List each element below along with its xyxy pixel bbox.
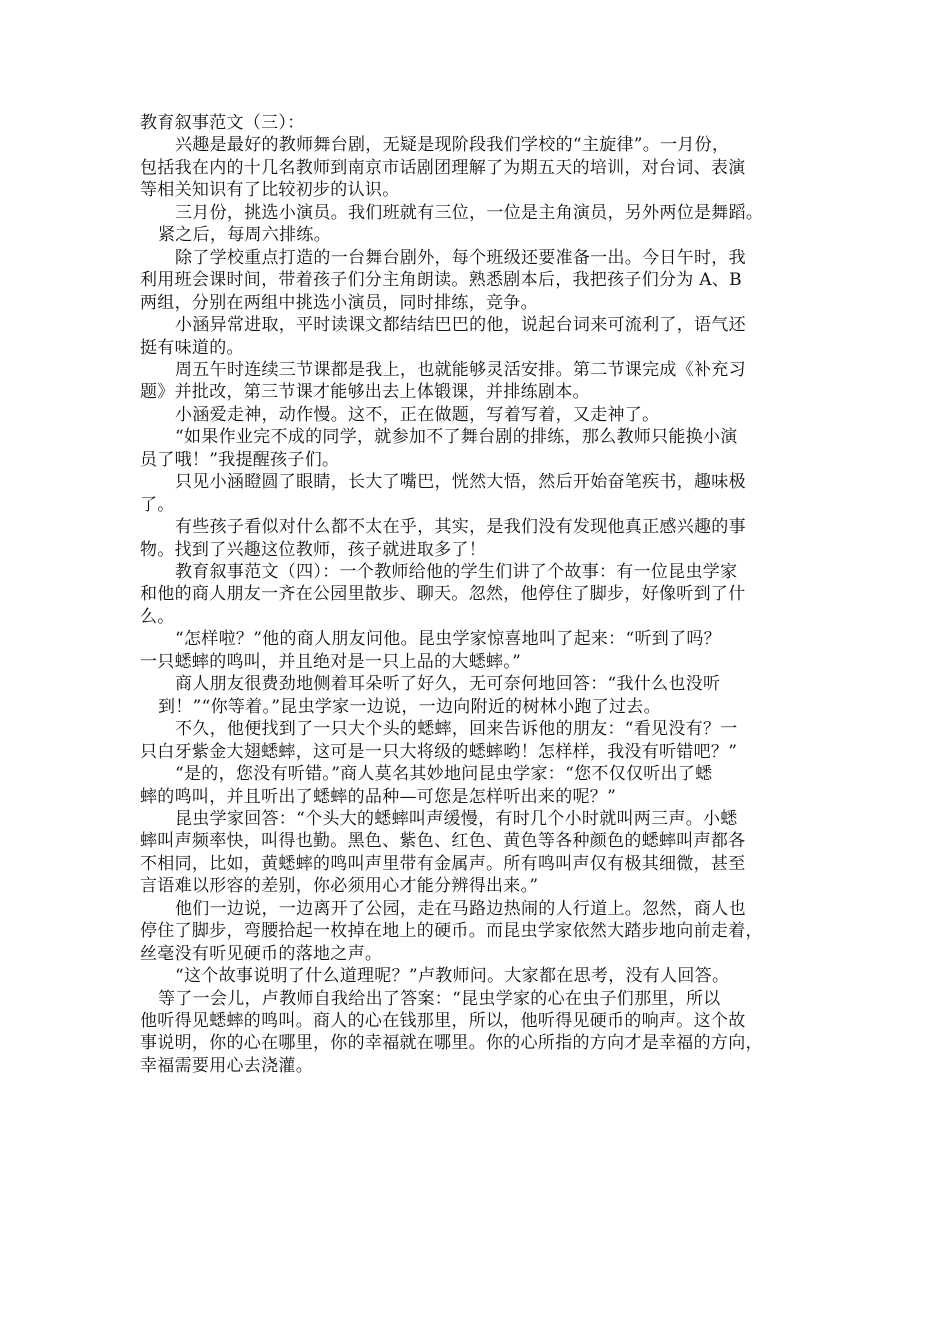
paragraph-line: 三月份，挑选小演员。我们班就有三位，一位是主角演员，另外两位是舞蹈。 <box>175 203 764 223</box>
paragraph-line: 物。找到了兴趣这位教师，孩子就进取多了！ <box>140 540 486 560</box>
paragraph-line: 员了哦！”我提醒孩子们。 <box>140 450 340 470</box>
paragraph-line: 等了一会儿，卢教师自我给出了答案：“昆虫学家的心在虫子们那里，所以 <box>158 989 721 1009</box>
paragraph-line: 兴趣是最好的教师舞台剧，无疑是现阶段我们学校的“主旋律”。一月份， <box>175 135 730 155</box>
paragraph-line: 到！”“你等着。”昆虫学家一边说，一边向附近的树林小跑了过去。 <box>158 697 661 717</box>
paragraph-line: 挺有味道的。 <box>140 338 244 358</box>
paragraph-line: 包括我在内的十几名教师到南京市话剧团理解了为期五天的培训，对台词、表演 <box>140 158 746 178</box>
paragraph-line: 蟀叫声频率快，叫得也勤。黑色、紫色、红色、黄色等各种颜色的蟋蟀叫声都各 <box>140 831 746 851</box>
paragraph-line: 丝毫没有听见硬币的落地之声。 <box>140 944 383 964</box>
paragraph-line: “这个故事说明了什么道理呢？”卢教师问。大家都在思考，没有人回答。 <box>175 966 730 986</box>
paragraph-line: “怎样啦？”他的商人朋友问他。昆虫学家惊喜地叫了起来：“听到了吗？ <box>175 629 721 649</box>
paragraph-line: 两组，分别在两组中挑选小演员，同时排练，竞争。 <box>140 293 538 313</box>
paragraph-line: 有些孩子看似对什么都不太在乎，其实，是我们没有发现他真正感兴趣的事 <box>175 517 746 537</box>
paragraph-line: 一只蟋蟀的鸣叫，并且绝对是一只上品的大蟋蟀。” <box>140 652 522 672</box>
paragraph-line: 周五午时连续三节课都是我上，也就能够灵活安排。第二节课完成《补充习 <box>175 360 746 380</box>
paragraph-line: 了。 <box>140 495 175 515</box>
paragraph-line: “如果作业完不成的同学，就参加不了舞台剧的排练，那么教师只能换小演 <box>175 427 738 447</box>
section-heading-line: 教育叙事范文（三）： <box>140 113 305 133</box>
paragraph-line: 除了学校重点打造的一台舞台剧外，每个班级还要准备一出。今日午时，我 <box>175 248 746 268</box>
paragraph-line: 幸福需要用心去浇灌。 <box>140 1056 313 1076</box>
paragraph-line: 只白牙紫金大翅蟋蟀，这可是一只大将级的蟋蟀哟！怎样样，我没有听错吧？” <box>140 742 738 762</box>
paragraph-line: 昆虫学家回答：“个头大的蟋蟀叫声缓慢，有时几个小时就叫两三声。小蟋 <box>175 809 738 829</box>
paragraph-line: “是的，您没有听错。”商人莫名其妙地问昆虫学家：“您不仅仅听出了蟋 <box>175 764 713 784</box>
paragraph-line: 言语难以形容的差别，你必须用心才能分辨得出来。” <box>140 876 539 896</box>
paragraph-line: 不久，他便找到了一只大个头的蟋蟀，回来告诉他的朋友：“看见没有？一 <box>175 719 738 739</box>
paragraph-line: 只见小涵瞪圆了眼睛，长大了嘴巴，恍然大悟，然后开始奋笔疾书，趣味极 <box>175 472 746 492</box>
paragraph-line: 等相关知识有了比较初步的认识。 <box>140 180 400 200</box>
paragraph-line: 紧之后，每周六排练。 <box>158 225 331 245</box>
paragraph-line: 停住了脚步，弯腰拾起一枚掉在地上的硬币。而昆虫学家依然大踏步地向前走着， <box>140 921 763 941</box>
paragraph-line: 题》并批改，第三节课才能够出去上体锻课，并排练剧本。 <box>140 382 590 402</box>
paragraph-line: 不相同，比如，黄蟋蟀的鸣叫声里带有金属声。所有鸣叫声仅有极其细微，甚至 <box>140 854 746 874</box>
paragraph-line: 小涵爱走神，动作慢。这不，正在做题，写着写着，又走神了。 <box>175 405 660 425</box>
paragraph-line: 他们一边说，一边离开了公园，走在马路边热闹的人行道上。忽然，商人也 <box>175 899 746 919</box>
paragraph-line: 商人朋友很费劲地侧着耳朵听了好久，无可奈何地回答：“我什么也没听 <box>175 674 721 694</box>
section-heading-line: 教育叙事范文（四）：一个教师给他的学生们讲了个故事：有一位昆虫学家 <box>175 562 738 582</box>
paragraph-line: 小涵异常进取，平时读课文都结结巴巴的他，说起台词来可流利了，语气还 <box>175 315 746 335</box>
paragraph-line: 和他的商人朋友一齐在公园里散步、聊天。忽然，他停住了脚步，好像听到了什 <box>140 584 746 604</box>
paragraph-line: 么。 <box>140 607 175 627</box>
paragraph-line: 事说明，你的心在哪里，你的幸福就在哪里。你的心所指的方向才是幸福的方向， <box>140 1033 763 1053</box>
paragraph-line: 利用班会课时间，带着孩子们分主角朗读。熟悉剧本后，我把孩子们分为 A、B <box>140 270 742 290</box>
paragraph-line: 他听得见蟋蟀的鸣叫。商人的心在钱那里，所以，他听得见硬币的响声。这个故 <box>140 1011 746 1031</box>
paragraph-line: 蟀的鸣叫，并且听出了蟋蟀的品种—可您是怎样听出来的呢？” <box>140 787 617 807</box>
